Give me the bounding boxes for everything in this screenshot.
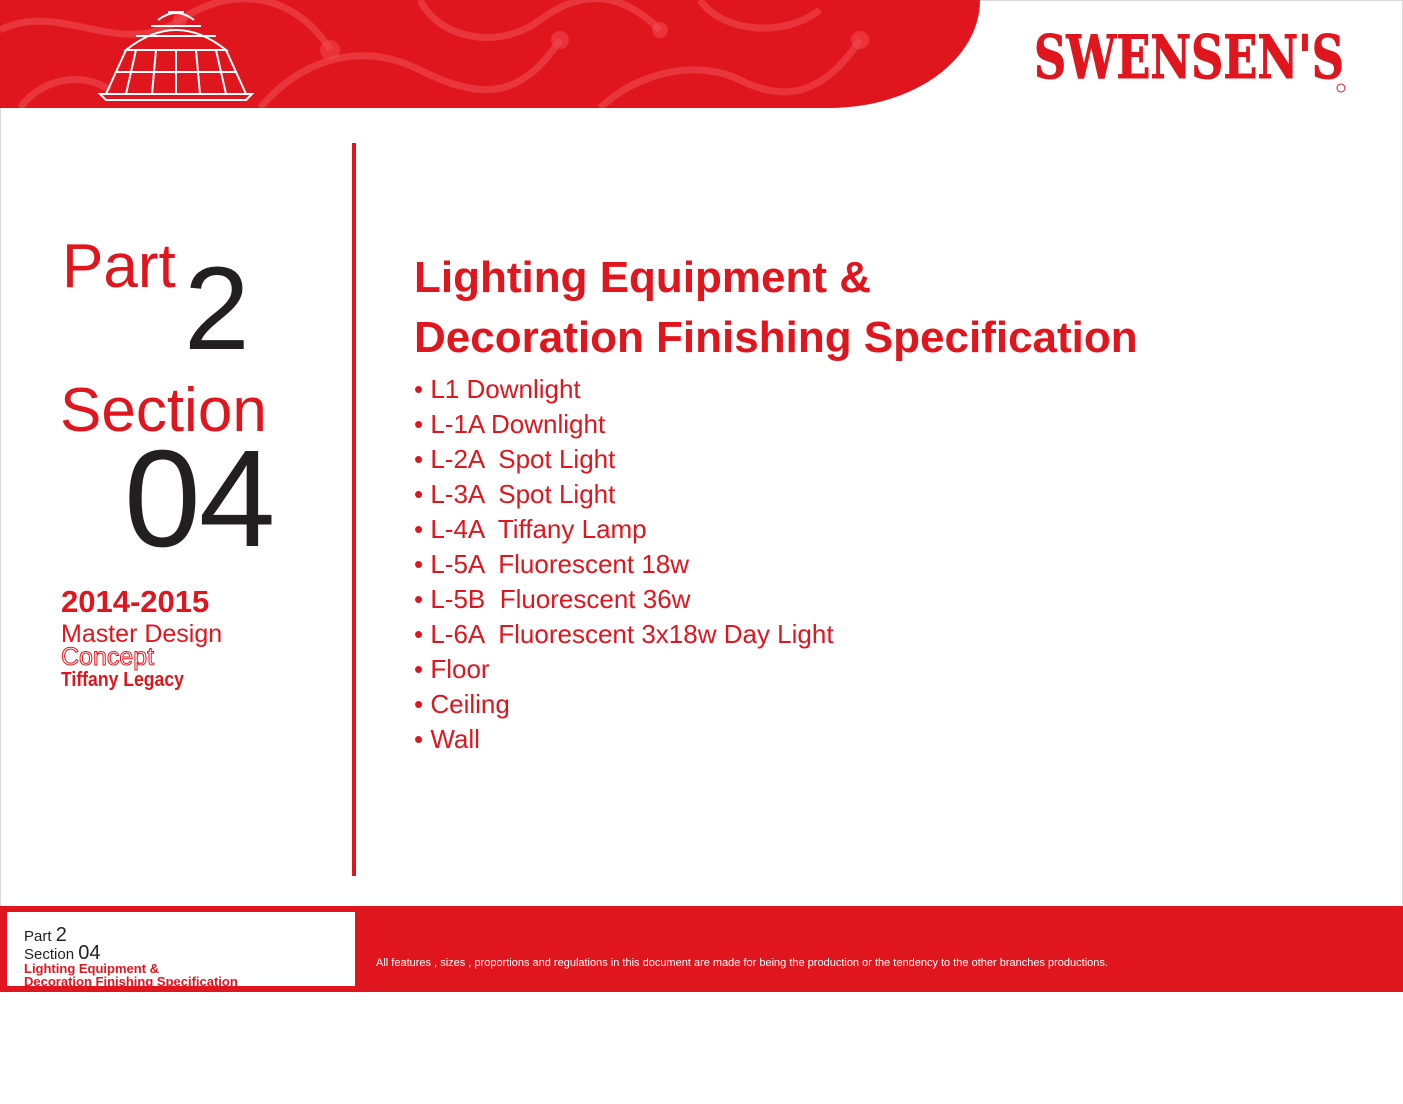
footer-title [24,962,238,988]
footer-title-line2: Decoration Finishing Specification [24,974,238,989]
header-banner [0,0,980,108]
part-number: 2 [184,243,250,375]
section-number: 04 [124,422,274,576]
list-item: • L-6A Fluorescent 3x18w Day Light [414,619,834,649]
subtitle-concept: Concept [61,643,155,671]
footer-title-line1: Lighting Equipment & [24,961,160,976]
footer-bar [0,906,1403,1068]
list-item: • L-5A Fluorescent 18w [414,549,690,579]
footer-part-label: Part [24,928,52,945]
page-title-line2: Decoration Finishing Specification [414,313,1138,362]
list-item: • Ceiling [414,689,510,719]
page-title [414,248,1138,368]
list-item: • L1 Downlight [414,374,581,404]
footer-section-number: 04 [78,942,101,964]
section-label: Section [60,376,267,445]
footer-disclaimer [376,922,1125,1104]
list-item: • Floor [414,654,490,684]
list-item: • Wall [414,724,480,754]
subtitle-master-design: Master Design [61,620,223,648]
list-item: • L-1A Downlight [414,409,606,439]
disclaimer-line3: any procedure. [376,1056,450,1068]
svg-text:SWENSEN'S: SWENSEN'S [1034,23,1344,93]
list-item: • L-5B Fluorescent 36w [414,584,691,614]
contents-list [414,372,834,757]
vertical-divider [352,143,356,876]
year-range: 2014-2015 [61,584,210,619]
tiffany-lamp-icon [96,6,256,102]
page-title-line1: Lighting Equipment & [414,253,872,302]
list-item: • L-4A Tiffany Lamp [414,514,647,544]
disclaimer-line2: Any necessary to change any features , sizes , proportions or regulations in addition to be shown in this document must be allowed by “Swensen’s” before [376,1006,1125,1019]
list-item: • L-2A Spot Light [414,444,616,474]
svg-text:SWENSEN'S: SWENSEN'S [1034,23,1344,93]
list-item: • L-3A Spot Light [414,479,616,509]
footer-section-label: Section [24,946,75,963]
footer-part-number: 2 [55,924,67,946]
part-label: Part [62,232,176,301]
disclaimer-line1: All features , sizes , proportions and regulations in this document are made for being the production or the tendency to the other branches productions. [376,957,1108,969]
swensens-logo [1028,14,1350,96]
footer-section-box [7,912,355,989]
subtitle-tiffany-legacy: Tiffany Legacy [61,669,184,691]
